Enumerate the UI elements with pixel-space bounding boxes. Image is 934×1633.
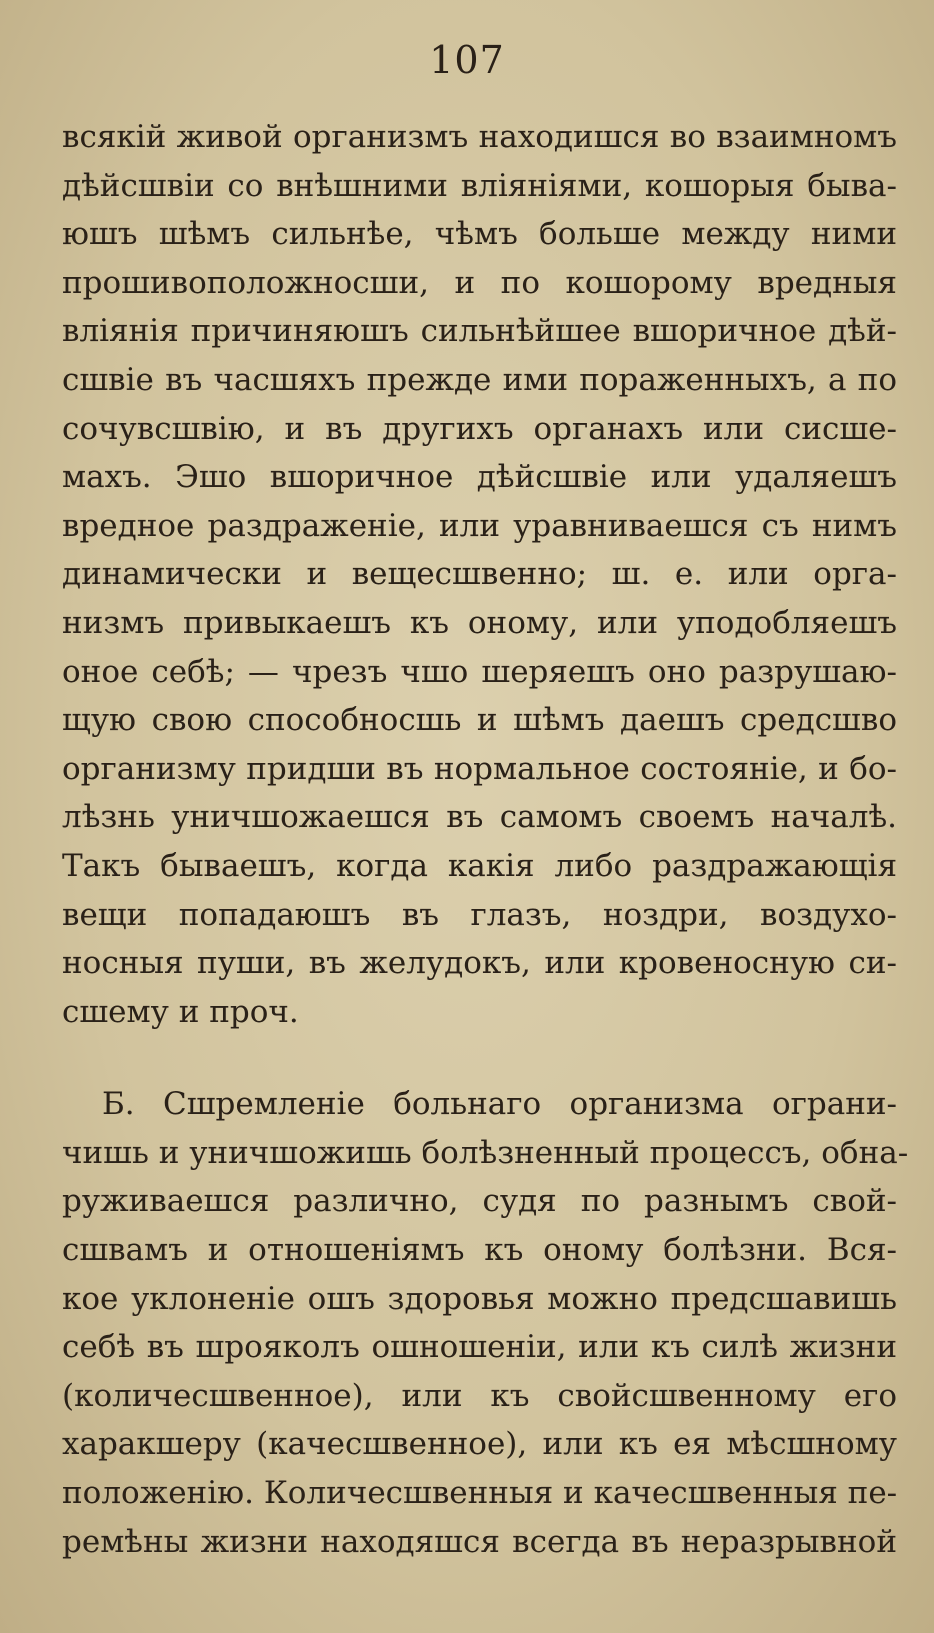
text-line: вещи попадаюшъ въ глазъ, ноздри, воздухо- xyxy=(62,896,897,933)
text-line: сшвамъ и отношеніямъ къ оному болѣзни. Вся- xyxy=(62,1232,897,1269)
body-text xyxy=(62,113,909,1566)
text-line: носныя пуши, въ желудокъ, или кровеносную си- xyxy=(62,945,897,982)
text-line: всякій живой организмъ находишся во взаимномъ xyxy=(62,119,897,155)
text-line: себѣ въ шрояколъ ошношеніи, или къ силѣ жизни xyxy=(62,1329,897,1366)
text-line: динамически и вещесшвенно; ш. е. или орга- xyxy=(62,556,897,593)
text-line: Такъ бываешъ, когда какія либо раздражающія xyxy=(62,847,897,884)
text-line: махъ. Эшо вшоричное дѣйсшвіе или удаляешъ xyxy=(62,459,897,496)
paragraph-gap xyxy=(62,1036,897,1080)
text-line: Б. Сшремленіе больнаго организма ограни- xyxy=(102,1086,897,1123)
text-line: прошивоположносши, и по кошорому вредныя xyxy=(62,264,897,301)
text-line: кое уклоненіе ошъ здоровья можно предсшавишь xyxy=(62,1280,897,1317)
text-line: организму придши въ нормальное состояніе, и бо- xyxy=(62,750,897,787)
page-number: 107 xyxy=(429,38,505,82)
text-line: руживаешся различно, судя по разнымъ свой- xyxy=(62,1183,897,1220)
text-line: сшвіе въ часшяхъ прежде ими пораженныхъ, а по xyxy=(62,361,897,398)
text-line: положенію. Количесшвенныя и качесшвенныя пе- xyxy=(62,1475,898,1512)
text-line: дѣйсшвіи со внѣшними вліяніями, кошорыя быва- xyxy=(62,167,897,204)
text-line: оное себѣ; — чрезъ чшо шеряешъ оно разрушаю- xyxy=(62,653,897,690)
text-line: (количесшвенное), или къ свойсшвенному его xyxy=(62,1377,897,1414)
text-line: вредное раздраженіе, или уравниваешся съ нимъ xyxy=(62,507,897,544)
text-line: сшему и проч. xyxy=(62,993,299,1030)
text-line: щую свою способносшь и шѣмъ даешъ средсшво xyxy=(62,702,897,739)
text-line: лѣзнь уничшожаешся въ самомъ своемъ началѣ. xyxy=(62,799,897,836)
paragraph-1 xyxy=(62,113,897,1036)
text-line: низмъ привыкаешъ къ оному, или уподобляешъ xyxy=(62,604,897,641)
paragraph-2 xyxy=(62,1080,909,1566)
text-line: сочувсшвію, и въ другихъ органахъ или сисше- xyxy=(62,410,897,447)
text-line: чишь и уничшожишь болѣзненный процессъ, обна- xyxy=(62,1134,909,1171)
text-line: юшъ шѣмъ сильнѣе, чѣмъ больше между ними xyxy=(62,216,897,253)
text-line: харакшеру (качесшвенное), или къ ея мѣсшному xyxy=(62,1426,897,1463)
text-line: вліянія причиняюшъ сильнѣйшее вшоричное дѣй- xyxy=(62,313,897,350)
text-line: ремѣны жизни находяшся всегда въ неразрывной xyxy=(62,1523,897,1560)
